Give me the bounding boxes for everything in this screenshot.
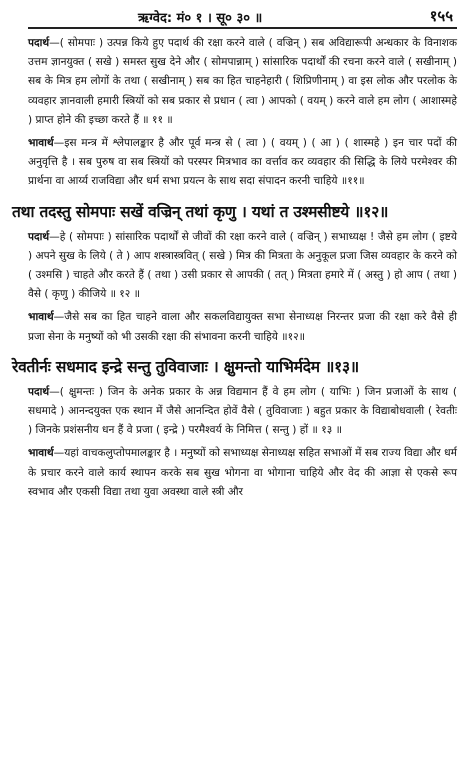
padartha-label: पदार्थ [28, 37, 50, 49]
padartha-label: पदार्थ [28, 230, 50, 243]
bhavartha-paragraph-12 [28, 308, 457, 346]
bhavartha-label: भावार्थ [28, 137, 54, 150]
padartha-paragraph-12 [28, 228, 457, 305]
page-header [28, 6, 457, 26]
padartha-text: —( सोमपाः ) उत्पन्न किये हुए पदार्थ की रक्षा करने वाले ( वज्रिन् ) सब अविद्यारूपी अन्धकार के विनाशक उत्तम ज्ञानयुक्त ( सखे ) समस्त सुख देने और ( सोमपान्नाम् ) सांसारिक पदार्थों की रचना करने वाले ( सखीनाम् ) सब के मित्र हम लोगों के तथा ( सखीनाम् ) सब का हित चाहनेहारी ( शिप्रिणीनाम् ) वा इस लोक और परलोक के व्यवहार ज्ञानवाली हमारी स्त्रियों को सब प्रकार से प्रधान ( त्वा ) आपको ( वयम् ) करने वाले हम लोग ( आशास्महे ) प्राप्त होने की इच्छा करते हैं ॥ ११ ॥ [28, 37, 457, 126]
padartha-text: —हे ( सोमपाः ) सांसारिक पदार्थों से जीवों की रक्षा करने वाले ( वज्रिन् ) सभाध्यक्ष ! जैसे हम लोग ( इष्टये ) अपने सुख के लिये ( ते ) आप शस्त्रास्त्रवित् ( सखे ) मित्र की मित्रता के अनुकूल प्रजा जिस व्यवहार के करने को ( उश्मसि ) चाहते और करते हैं ( तथा ) उसी प्रकार से आपकी ( तत् ) मित्रता हमारे में ( अस्तु ) हो आप ( तथा ) वैसे ( कृणु ) कीजिये ॥ १२ ॥ [28, 230, 458, 301]
header-rule [28, 27, 457, 29]
mantra-12: तथा तदस्तु सोमपाः सखें वज्रिन् तथां कृणु । यथां त उश्मसीष्टये ॥१२॥ [12, 201, 389, 221]
bhavartha-label: भावार्थ [28, 311, 54, 324]
bhavartha-label: भावार्थ [28, 447, 54, 460]
bhavartha-text: —जैसे सब का हित चाहने वाला और सकलविद्यायुक्त सभा सेनाध्यक्ष निरन्तर प्रजा की रक्षा करे वैसे ही प्रजा सेना के मनुष्यों को भी उसकी रक्षा की संभावना करनी चाहिये ॥१२॥ [28, 311, 457, 343]
bhavartha-text: —यहां वाचकलुप्तोपमालङ्कार है । मनुष्यों को सभाध्यक्ष सेनाध्यक्ष सहित सभाओं में सब राज्य विद्या और धर्म के प्रचार करने वाले कार्य स्थापन करके सब सुख भोगना वा भोगाना चाहिये और वेद की आज्ञा से एकसे रूप स्वभाव और एकसी विद्या तथा युवा अवस्था वाले स्त्री और [28, 447, 457, 498]
padartha-label: पदार्थ [28, 385, 50, 398]
bhavartha-text: —इस मन्त्र में श्लेपालङ्कार है और पूर्व मन्त्र से ( त्वा ) ( वयम् ) ( आ ) ( शास्महे ) इन चार पदों की अनुवृत्ति है । सब पुरुष वा सब स्त्रियों को परस्पर मित्रभाव का वर्त्ताव कर व्यवहार की सिद्धि के लिये परमेश्वर की प्रार्थना वा आर्य्य राजविद्या और धर्म सभा प्रयत्न के साथ सदा संपादन करनी चाहिये ॥११॥ [28, 137, 457, 188]
padartha-text: —( क्षुमन्तः ) जिन के अनेक प्रकार के अन्न विद्यमान हैं वे हम लोग ( याभिः ) जिन प्रजाओं के साथ ( सधमादे ) आनन्दयुक्त एक स्थान में जैसे आनन्दित होवें वैसे ( तुविवाजाः ) बहुत प्रकार के विद्याबोधवाली ( रेवतीः ) जिनके प्रशंसनीय धन हैं वे प्रजा ( इन्द्रे ) परमैश्वर्य के निमित्त ( सन्तु ) हों ॥ १३ ॥ [28, 385, 457, 437]
bhavartha-paragraph-13 [28, 444, 457, 502]
bhavartha-paragraph-11 [28, 134, 457, 192]
verse-reference: ऋग्वेद: मं० १ । सू० ३० ॥ [138, 11, 263, 26]
padartha-paragraph-11 [28, 34, 457, 130]
page-number: १५५ [429, 7, 453, 25]
padartha-paragraph-13 [28, 383, 457, 441]
mantra-13: रेवतीर्नः सधमाद इन्द्रे सन्तु तुविवाजाः । क्षुमन्तो याभिर्मदेम ॥१३॥ [12, 356, 359, 376]
